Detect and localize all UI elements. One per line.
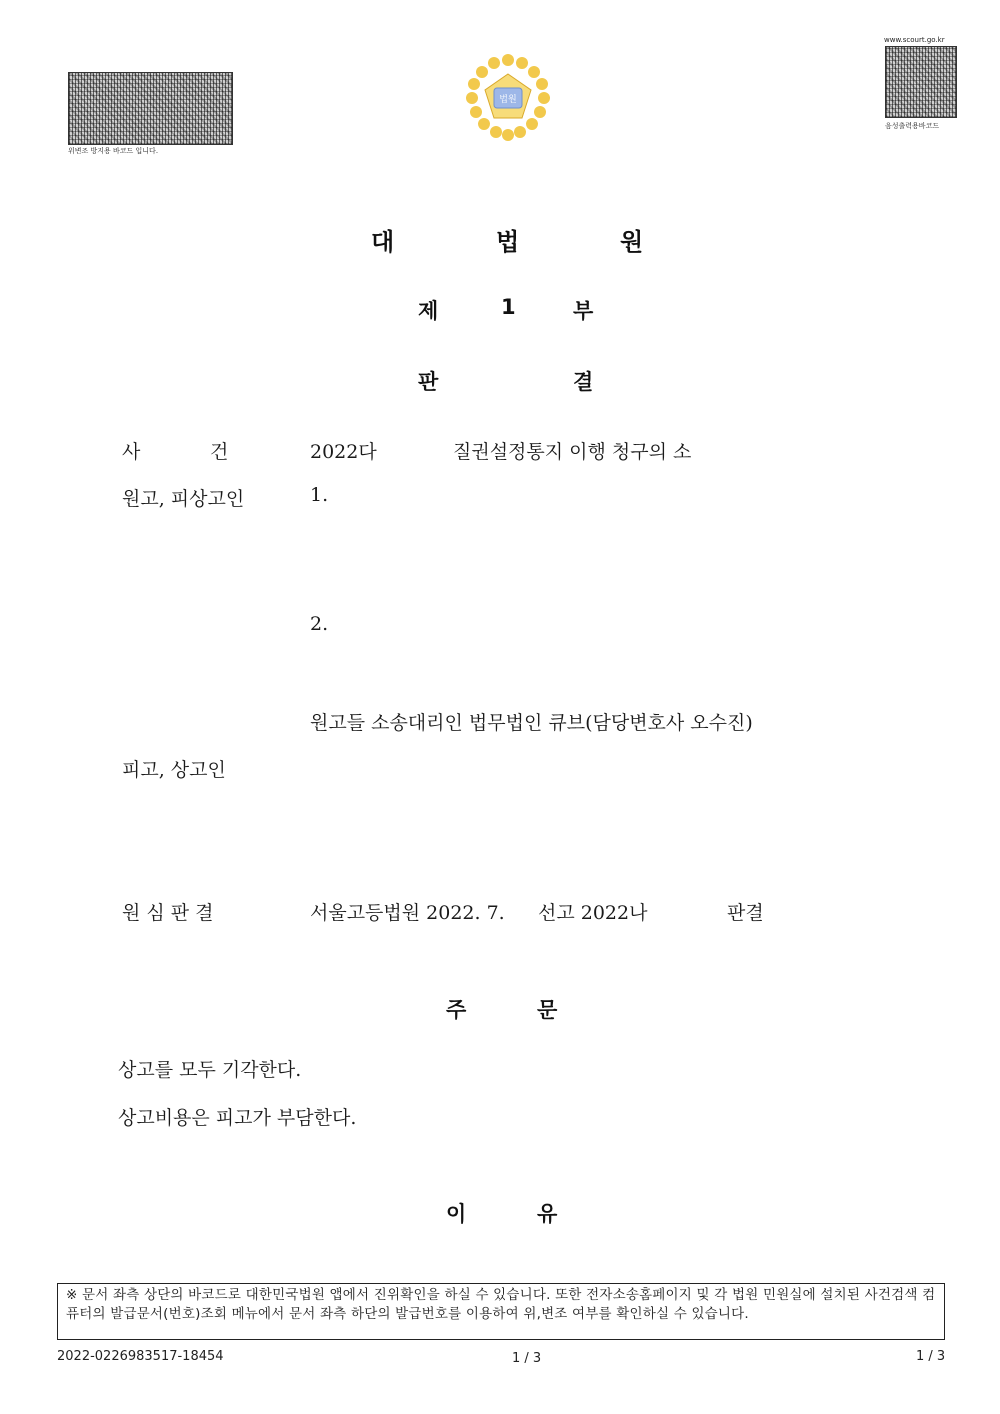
division-char: 부 (573, 299, 594, 323)
order-line: 상고를 모두 기각한다. (118, 1059, 302, 1081)
page-number-center: 1 / 3 (512, 1351, 542, 1366)
voice-output-barcode (885, 46, 957, 118)
issue-number: 2022-0226983517-18454 (57, 1349, 224, 1364)
division-char: 제 (418, 299, 439, 323)
court-title-char: 대 (371, 228, 395, 256)
plaintiff-label: 원고, 피상고인 (122, 488, 245, 510)
court-title-char: 원 (620, 228, 644, 256)
original-judgment-label: 원 심 판 결 (122, 902, 214, 924)
court-emblem (462, 52, 554, 144)
court-url: www.scourt.go.kr (884, 36, 945, 44)
plaintiff-item: 2. (310, 613, 329, 635)
case-number: 2022다 (310, 441, 377, 463)
defendant-label: 피고, 상고인 (122, 759, 226, 781)
anti-forgery-barcode (68, 72, 233, 145)
reason-heading-char: 유 (537, 1202, 558, 1226)
case-label-char: 사 (122, 441, 141, 463)
order-heading-char: 주 (446, 998, 467, 1022)
case-name: 질권설정통지 이행 청구의 소 (453, 441, 692, 463)
page-number-right: 1 / 3 (916, 1349, 946, 1364)
division-char: 1 (501, 295, 516, 319)
verification-notice: ※ 문서 좌측 상단의 바코드로 대한민국법원 앱에서 진위확인을 하실 수 있습니다. 또한 전자소송홈페이지 및 각 법원 민원실에 설치된 사건검색 컴퓨터의 발급문서(번호)조회 메뉴에서 문서 좌측 하단의 발급번호를 이용하여 위,변조 여부를 확인하실 수 있습니다. (57, 1283, 945, 1340)
plaintiff-counsel: 원고들 소송대리인 법무법인 큐브(담당변호사 오수진) (310, 712, 753, 734)
original-judgment-suffix: 판결 (727, 902, 764, 924)
doc-type-char: 판 (418, 370, 439, 394)
reason-heading-char: 이 (446, 1202, 467, 1226)
emblem-text: 법원 (499, 95, 517, 105)
plaintiff-item: 1. (310, 484, 329, 506)
anti-forgery-barcode-caption: 위변조 방지용 바코드 입니다. (68, 147, 159, 155)
court-title-char: 법 (496, 228, 520, 256)
doc-type-char: 결 (573, 370, 594, 394)
original-judgment-case-ref: 선고 2022나 (538, 902, 648, 924)
order-line: 상고비용은 피고가 부담한다. (118, 1107, 357, 1129)
case-label-char: 건 (210, 441, 229, 463)
original-judgment-court-date: 서울고등법원 2022. 7. (310, 902, 505, 924)
order-heading-char: 문 (537, 998, 558, 1022)
voice-output-barcode-caption: 음성출력용바코드 (885, 122, 940, 130)
